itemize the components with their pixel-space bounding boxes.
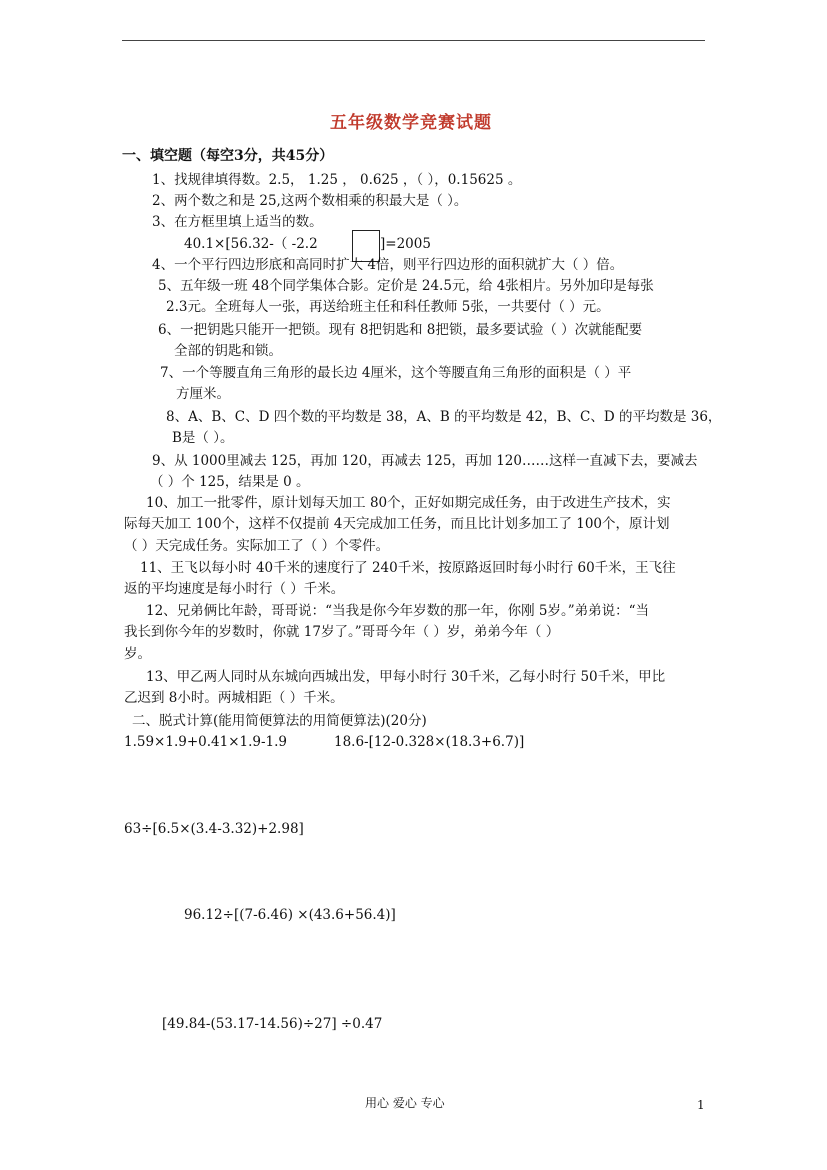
question-9-line-1: 9、从 1000里减去 125，再加 120，再减去 125，再加 120……这样一直减下去，要减去 (152, 453, 698, 469)
question-2: 2、两个数之和是 25,这两个数相乘的积最大是（ ）。 (152, 193, 468, 209)
question-5-line-2: 2.3元。全班每人一张，再送给班主任和科任教师 5张，一共要付（ ）元。 (166, 299, 610, 315)
question-3-equation-left: 40.1×[56.32-（ -2.2 (184, 236, 318, 252)
expression-1: 1.59×1.9+0.41×1.9-1.9 (124, 734, 288, 750)
question-12-line-2: 我长到你今年的岁数时，你就 17岁了。”哥哥今年（ ）岁，弟弟今年（ ） (124, 624, 560, 640)
question-4: 4、一个平行四边形底和高同时扩大 4倍，则平行四边形的面积就扩大（ ）倍。 (152, 257, 624, 273)
question-11-line-1: 11、王飞以每小时 40千米的速度行了 240千米，按原路返回时每小时行 60千米，王飞往 (140, 560, 676, 576)
expression-2: 18.6-[12-0.328×(18.3+6.7)] (334, 734, 525, 750)
page-title: 五年级数学竞赛试题 (330, 113, 492, 133)
header-rule (122, 40, 705, 41)
question-10-line-2: 际每天加工 100个，这样不仅提前 4天完成加工任务，而且比计划多加工了 100个，原计划 (124, 516, 670, 532)
question-12-line-3: 岁。 (124, 646, 151, 662)
page-number: 1 (697, 1098, 705, 1112)
question-6-line-1: 6、一把钥匙只能开一把锁。现有 8把钥匙和 8把锁，最多要试验（ ）次就能配要 (158, 322, 643, 338)
question-10-line-1: 10、加工一批零件，原计划每天加工 80个，正好如期完成任务，由于改进生产技术，实 (146, 495, 671, 511)
question-11-line-2: 返的平均速度是每小时行（ ）千米。 (124, 581, 345, 597)
expression-5: [49.84-(53.17-14.56)÷27] ÷0.47 (162, 1016, 383, 1032)
question-10-line-3: （ ）天完成任务。实际加工了（ ）个零件。 (124, 538, 390, 554)
question-7-line-1: 7、一个等腰直角三角形的最长边 4厘米，这个等腰直角三角形的面积是（ ）平 (160, 365, 632, 381)
question-8-line-1: 8、A、B、C、D 四个数的平均数是 38，A、B 的平均数是 42，B、C、D 的平均数是 36， (166, 409, 722, 425)
question-1: 1、找规律填得数。2.5， 1.25 ， 0.625 ，（ ），0.15625 。 (152, 172, 522, 188)
question-3: 3、在方框里填上适当的数。 (152, 214, 323, 230)
section-1-heading: 一、填空题（每空3分，共45分） (122, 148, 334, 164)
question-6-line-2: 全部的钥匙和锁。 (174, 343, 282, 359)
question-13-line-1: 13、甲乙两人同时从东城向西城出发，甲每小时行 30千米，乙每小时行 50千米，甲比 (146, 669, 666, 685)
footer-slogan: 用心 爱心 专心 (365, 1096, 445, 1110)
question-12-line-1: 12、兄弟俩比年龄，哥哥说：“当我是你今年岁数的那一年，你刚 5岁。”弟弟说：“当 (146, 603, 650, 619)
section-2-heading: 二、脱式计算(能用简便算法的用简便算法)(20分) (132, 713, 427, 729)
expression-3: 63÷[6.5×(3.4-3.32)+2.98] (124, 821, 304, 837)
question-8-line-2: B是（ ）。 (172, 430, 234, 446)
question-13-line-2: 乙迟到 8小时。两城相距（ ）千米。 (124, 690, 344, 706)
question-5-line-1: 5、五年级一班 48个同学集体合影。定价是 24.5元，给 4张相片。另外加印是每张 (158, 278, 654, 294)
question-3-equation-right: ]=2005 (380, 236, 431, 252)
question-9-line-2: （ ）个 125，结果是 0 。 (150, 474, 310, 490)
question-7-line-2: 方厘米。 (176, 386, 230, 402)
expression-4: 96.12÷[(7-6.46) ×(43.6+56.4)] (184, 907, 396, 923)
